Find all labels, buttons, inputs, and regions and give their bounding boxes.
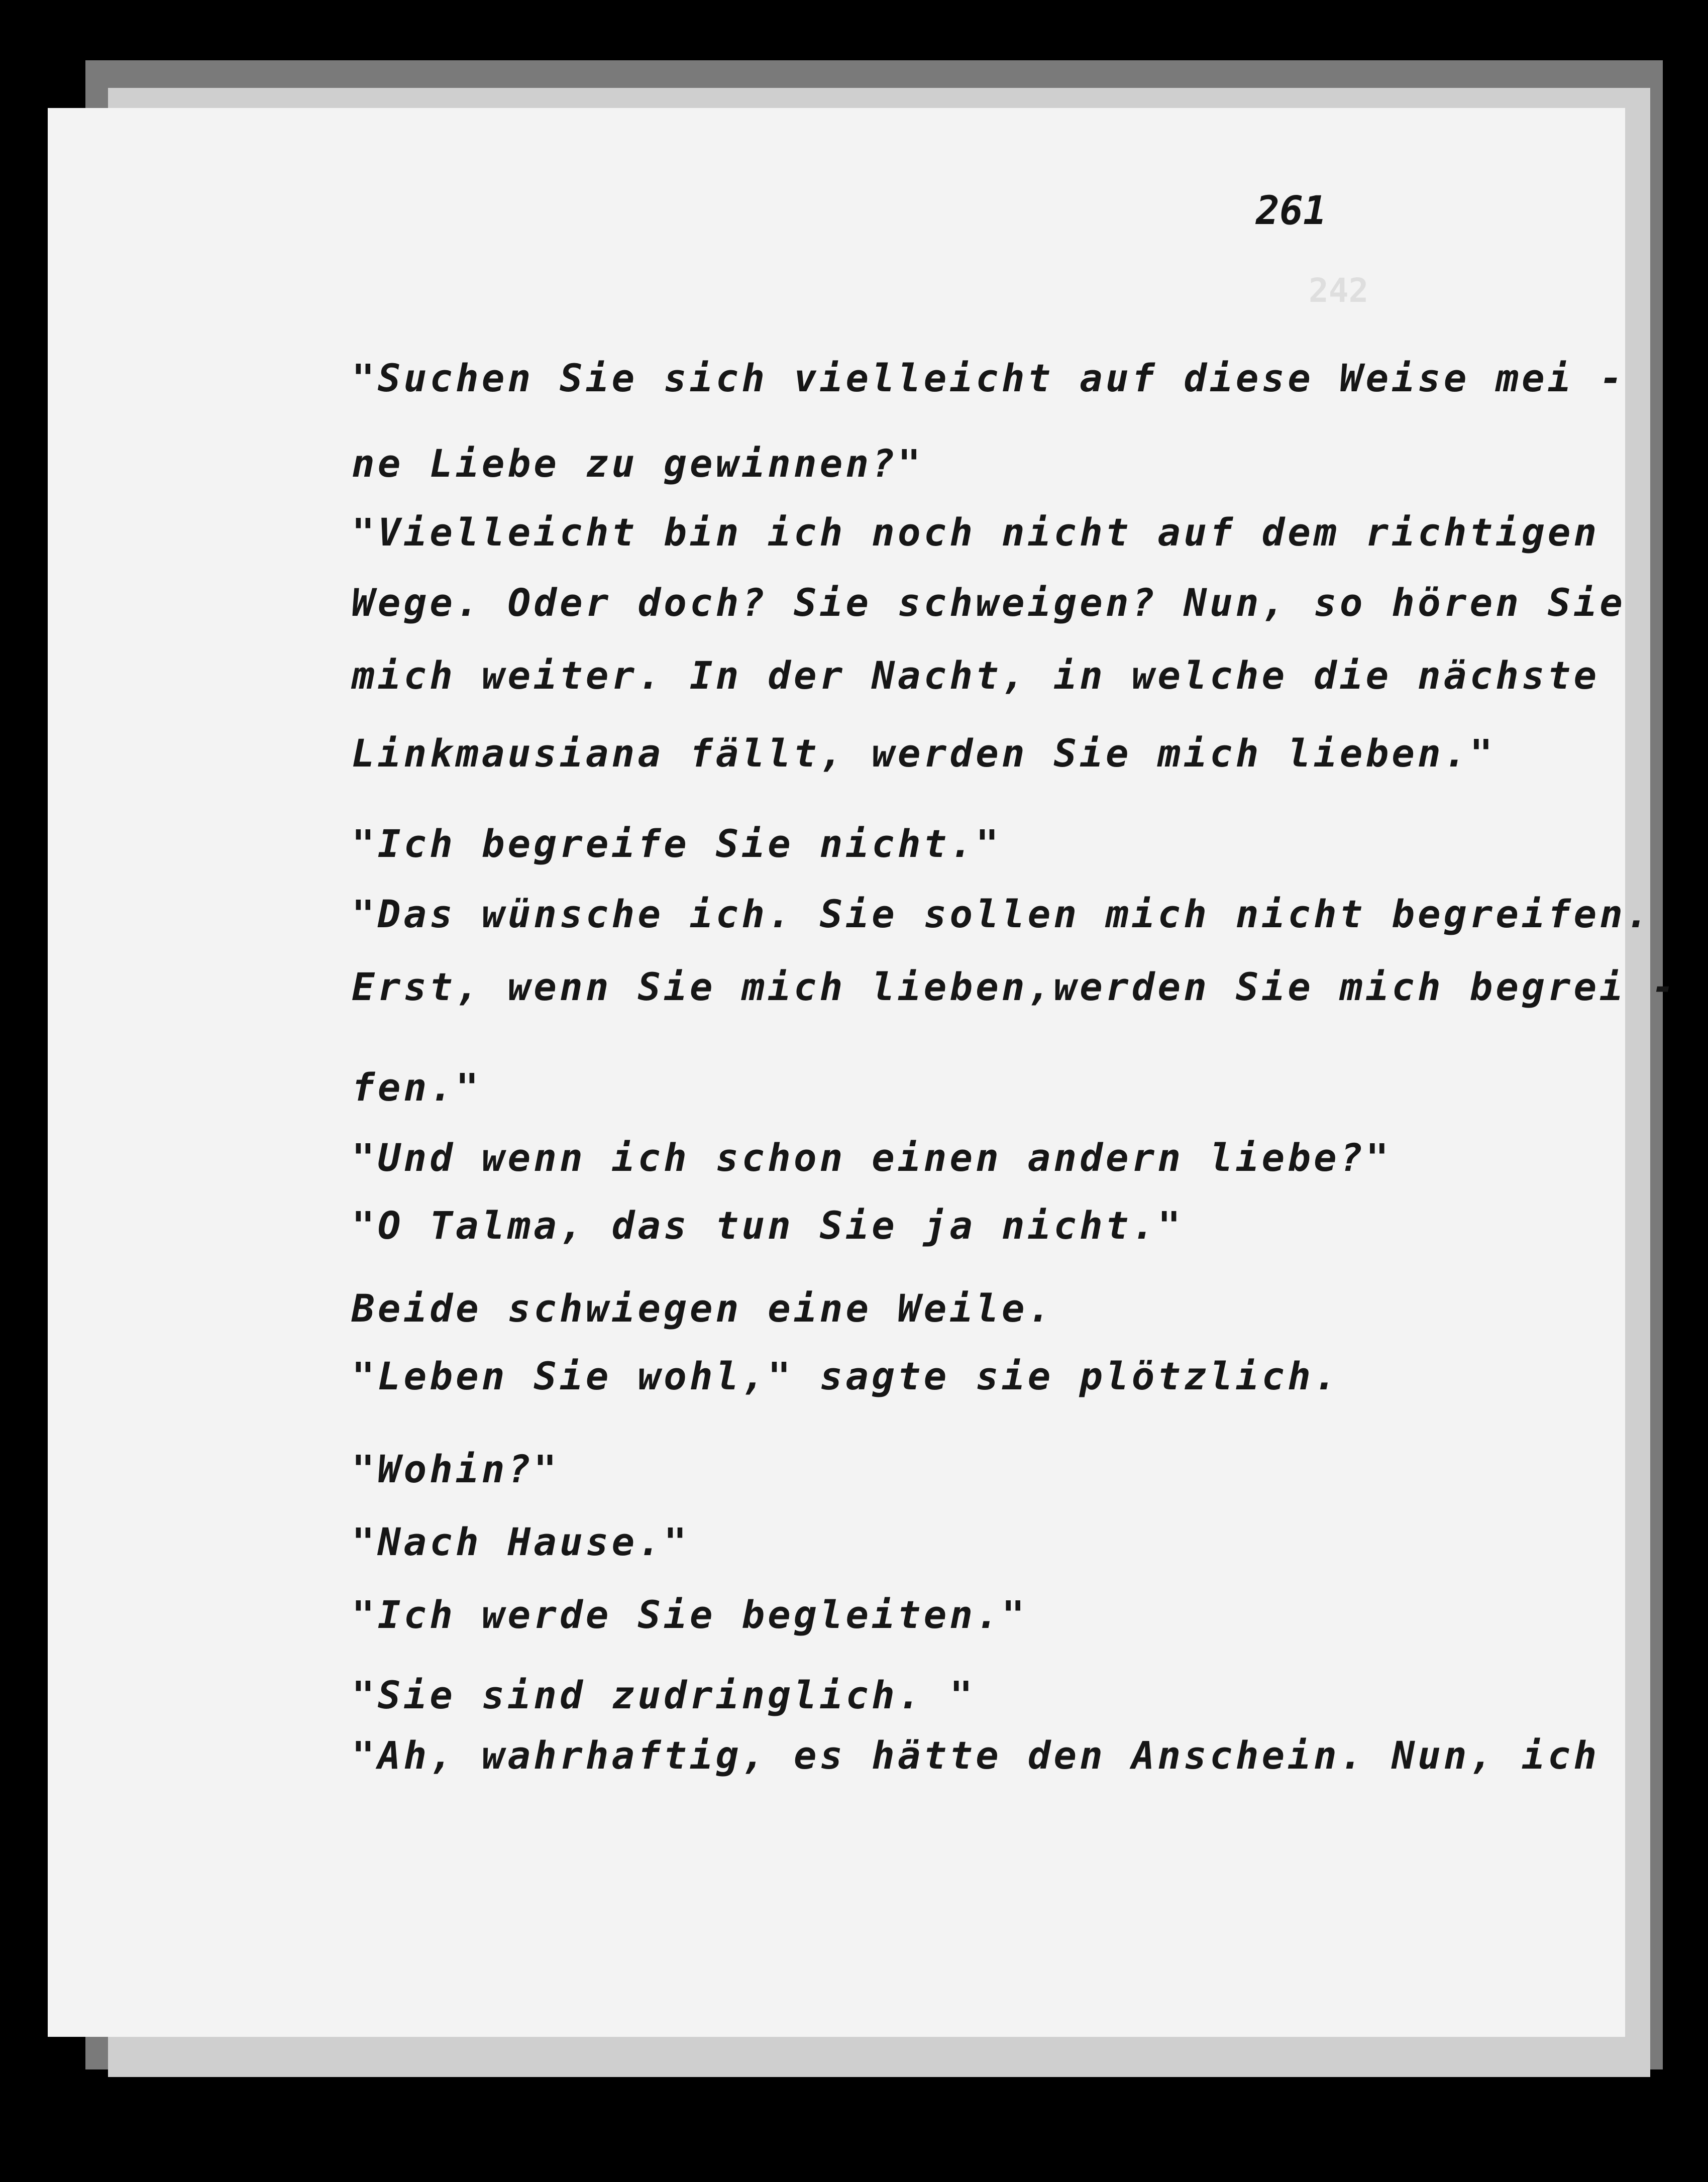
- text-line: Erst, wenn Sie mich lieben,werden Sie mich begrei -: [352, 964, 1678, 1009]
- text-line: "Wohin?": [352, 1447, 560, 1491]
- text-line: mich weiter. In der Nacht, in welche die nächste: [352, 653, 1600, 698]
- text-line: Linkmausiana fällt, werden Sie mich lieben.": [352, 731, 1496, 776]
- page-number: 261: [1256, 188, 1327, 234]
- text-line: "Ich werde Sie begleiten.": [352, 1592, 1028, 1637]
- text-line: "O Talma, das tun Sie ja nicht.": [352, 1203, 1184, 1248]
- text-line: fen.": [352, 1065, 482, 1110]
- text-line: ne Liebe zu gewinnen?": [352, 441, 924, 486]
- bleed-through-page-number: 242: [1309, 271, 1369, 310]
- text-line: "Und wenn ich schon einen andern liebe?": [352, 1135, 1392, 1180]
- text-line: "Ah, wahrhaftig, es hätte den Anschein. Nun, ich: [352, 1733, 1600, 1778]
- text-line: "Das wünsche ich. Sie sollen mich nicht begreifen.: [352, 892, 1652, 936]
- text-line: Beide schwiegen eine Weile.: [352, 1286, 1054, 1331]
- text-line: "Vielleicht bin ich noch nicht auf dem richtigen: [352, 510, 1600, 555]
- text-line: "Sie sind zudringlich. ": [352, 1673, 976, 1717]
- text-line: "Nach Hause.": [352, 1519, 690, 1564]
- text-line: "Suchen Sie sich vielleicht auf diese Weise mei -: [352, 356, 1626, 400]
- text-line: "Leben Sie wohl," sagte sie plötzlich.: [352, 1354, 1340, 1398]
- text-line: "Ich begreife Sie nicht.": [352, 821, 1002, 866]
- text-line: Wege. Oder doch? Sie schweigen? Nun, so hören Sie: [352, 580, 1626, 625]
